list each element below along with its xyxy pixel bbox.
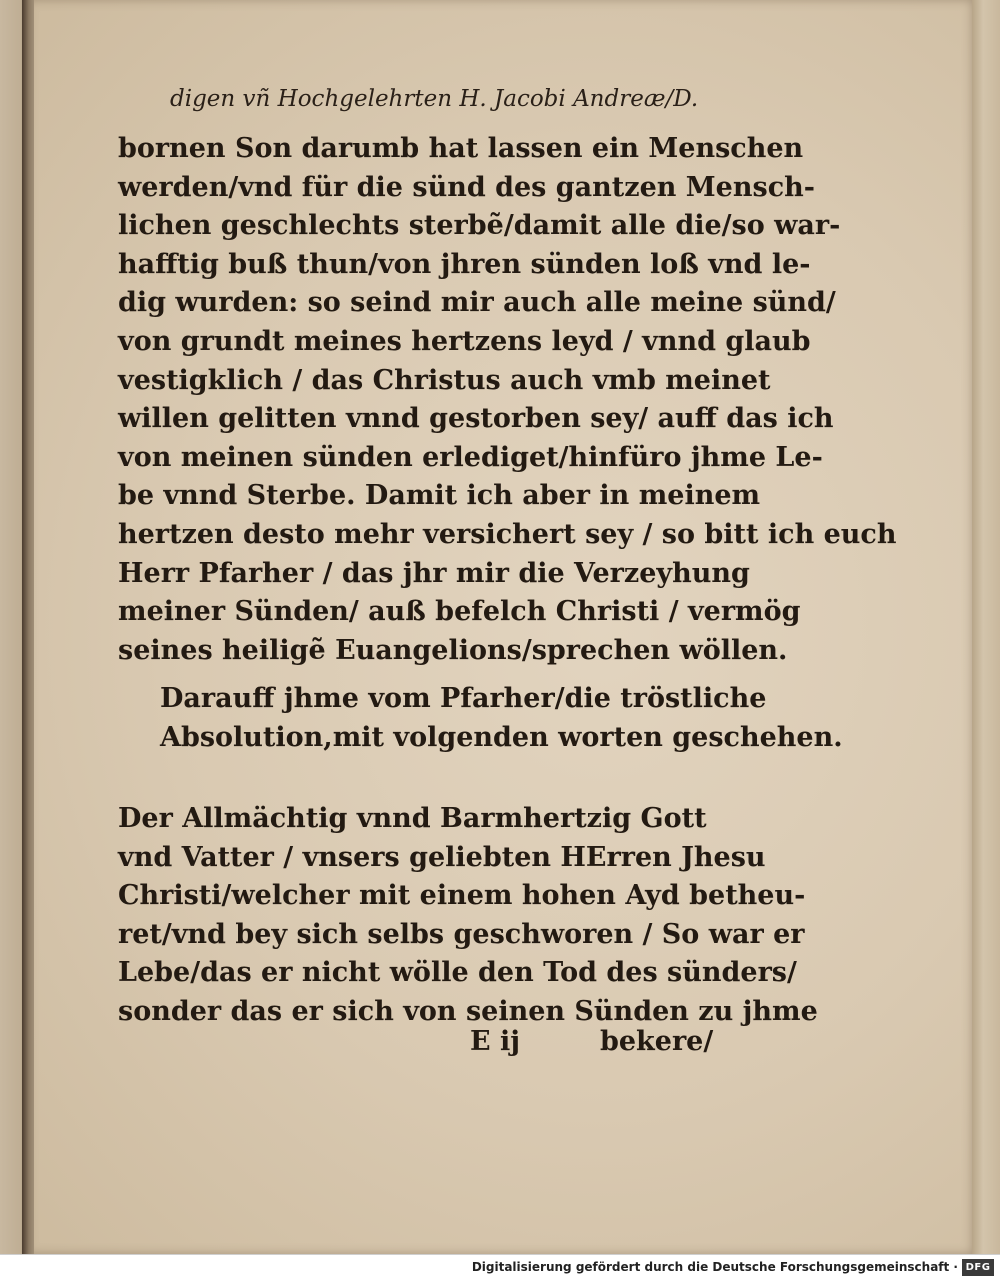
text-line: bornen Son darumb hat lassen ein Menschen <box>118 133 804 164</box>
text-line: dig wurden: so seind mir auch alle meine sünd/ <box>118 287 836 319</box>
text-line: werden/vnd für die sünd des gantzen Mensch- <box>118 171 815 203</box>
text-line: Lebe/das er nicht wölle den Tod des sünders/ <box>118 957 797 989</box>
paragraph-3 <box>118 800 818 1032</box>
running-head: digen vñ Hochgelehrten H. Jacobi Andreæ/D. <box>170 86 699 112</box>
text-line: von grundt meines hertzens leyd / vnnd glaub <box>118 325 811 357</box>
paragraph-2 <box>160 680 843 757</box>
funding-notice: Digitalisierung gefördert durch die Deutsche Forschungsgemeinschaft · <box>471 1260 958 1274</box>
text-line: Absolution,mit volgenden worten geschehen. <box>160 721 843 753</box>
text-line: be vnnd Sterbe. Damit ich aber in meinem <box>118 480 761 512</box>
text-line: Christi/welcher mit einem hohen Ayd betheu- <box>118 880 806 912</box>
text-line: lichen geschlechts sterbẽ/damit alle die/so war- <box>118 210 841 242</box>
text-line: von meinen sünden erlediget/hinfüro jhme Le- <box>118 441 823 473</box>
text-line: willen gelitten vnnd gestorben sey/ auff das ich <box>118 403 834 435</box>
text-line: seines heiligẽ Euangelions/sprechen wöllen. <box>118 634 788 666</box>
text-line: Herr Pfarher / das jhr mir die Verzeyhung <box>118 557 750 589</box>
footer-bar <box>0 1254 1000 1281</box>
text-line: ret/vnd bey sich selbs geschworen / So war er <box>118 918 805 950</box>
text-line: sonder das er sich von seinen Sünden zu jhme <box>118 995 818 1027</box>
paragraph-1 <box>118 130 897 670</box>
text-line: Darauff jhme vom Pfarher/die tröstliche <box>160 683 767 714</box>
text-line: meiner Sünden/ auß befelch Christi / vermög <box>118 596 801 628</box>
dfg-logo: DFG <box>962 1259 994 1276</box>
signature-mark: E ij <box>470 1026 521 1057</box>
text-line: Der Allmächtig vnnd Barmhertzig Gott <box>118 803 707 834</box>
text-line: hertzen desto mehr versichert sey / so bitt ich euch <box>118 518 897 550</box>
signature-catchword-line <box>118 1026 718 1064</box>
text-line: hafftig buß thun/von jhren sünden loß vnd le- <box>118 248 811 280</box>
page-edge <box>972 0 1000 1254</box>
text-line: vnd Vatter / vnsers geliebten HErren Jhesu <box>118 841 766 873</box>
text-line: vestigklich / das Christus auch vmb meinet <box>118 364 771 396</box>
catchword: bekere/ <box>600 1026 714 1057</box>
